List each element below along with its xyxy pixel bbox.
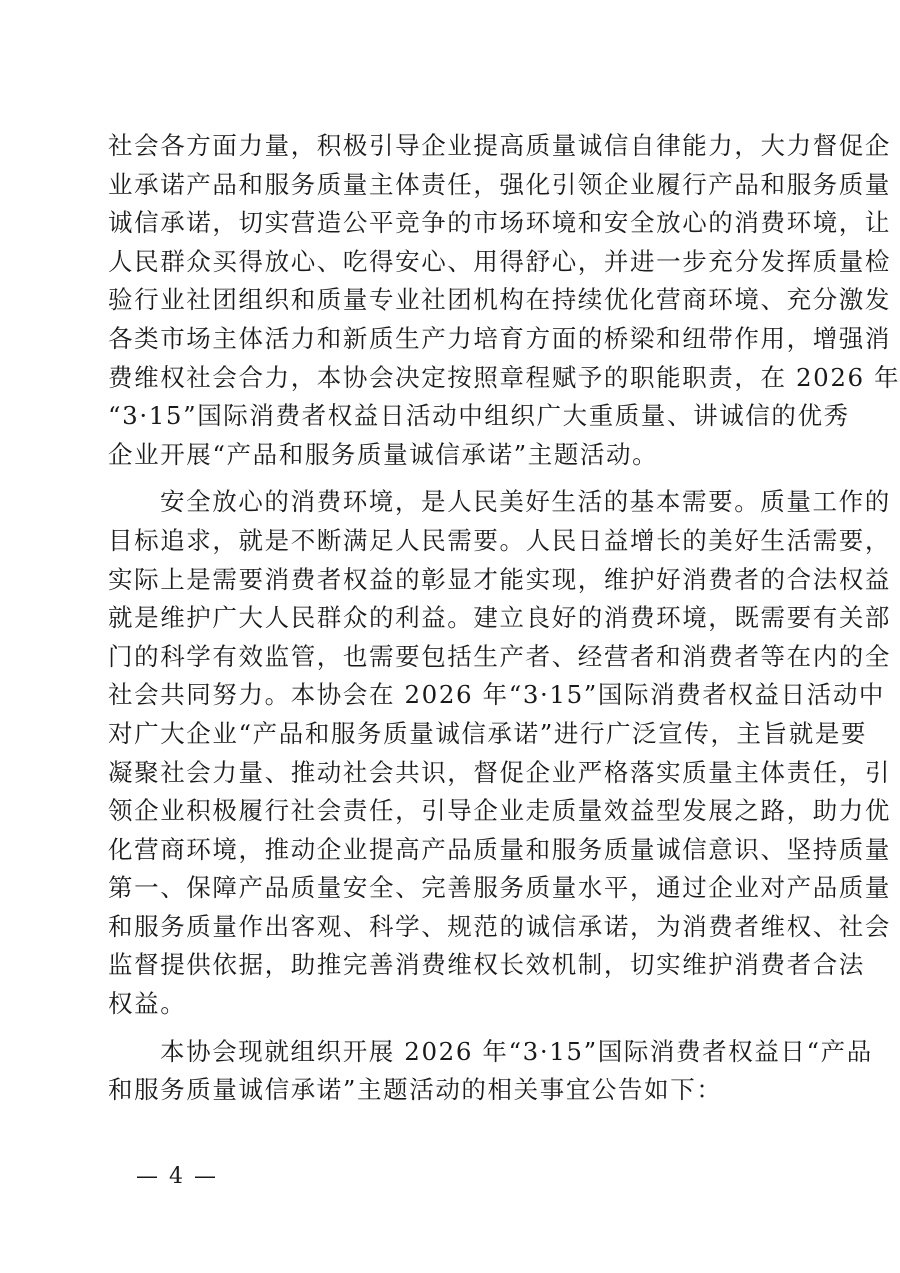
- text-line: 诚信承诺，切实营造公平竞争的市场环境和安全放心的消费环境，让: [108, 208, 891, 238]
- text-line: 目标追求，就是不断满足人民需要。人民日益增长的美好生活需要，: [108, 525, 891, 555]
- text-line: 和服务质量诚信承诺”主题活动的相关事宜公告如下：: [108, 1075, 723, 1105]
- paragraph-1: [108, 127, 900, 474]
- text-line: 业承诺产品和服务质量主体责任，强化引领企业履行产品和服务质量: [108, 169, 891, 199]
- text-line: 验行业社团组织和质量专业社团机构在持续优化营商环境、充分激发: [108, 285, 891, 315]
- text-line: 本协会现就组织开展 2026 年“3·15”国际消费者权益日“产品: [160, 1036, 873, 1066]
- text-line: 人民群众买得放心、吃得安心、用得舒心，并进一步充分发挥质量检: [108, 246, 891, 276]
- paragraph-spacer: [108, 474, 792, 483]
- text-line: 和服务质量作出客观、科学、规范的诚信承诺，为消费者维权、社会: [108, 911, 891, 941]
- text-line: 对广大企业“产品和服务质量诚信承诺”进行广泛宣传，主旨就是要: [108, 718, 868, 748]
- text-line: 就是维护广大人民群众的利益。建立良好的消费环境，既需要有关部: [108, 603, 891, 633]
- text-line: 各类市场主体活力和新质生产力培育方面的桥梁和纽带作用，增强消: [108, 323, 891, 353]
- text-line: 门的科学有效监管，也需要包括生产者、经营者和消费者等在内的全: [108, 641, 891, 671]
- text-line: 安全放心的消费环境，是人民美好生活的基本需要。质量工作的: [160, 487, 891, 517]
- text-line: “3·15”国际消费者权益日活动中组织广大重质量、讲诚信的优秀: [108, 401, 850, 431]
- paragraph-3: [108, 1033, 873, 1110]
- text-line: 化营商环境，推动企业提高产品质量和服务质量诚信意识、坚持质量: [108, 834, 891, 864]
- text-line: 费维权社会合力，本协会决定按照章程赋予的职能职责，在 2026 年: [108, 362, 900, 392]
- paragraph-2: [108, 483, 891, 1023]
- text-line: 领企业积极履行社会责任，引导企业走质量效益型发展之路，助力优: [108, 796, 891, 826]
- text-line: 权益。: [108, 989, 187, 1019]
- text-line: 社会共同努力。本协会在 2026 年“3·15”国际消费者权益日活动中: [108, 680, 886, 710]
- document-body: [108, 127, 900, 1110]
- text-line: 凝聚社会力量、推动社会共识，督促企业严格落实质量主体责任，引: [108, 757, 891, 787]
- paragraph-spacer: [108, 1024, 792, 1033]
- text-line: 第一、保障产品质量安全、完善服务质量水平，通过企业对产品质量: [108, 873, 891, 903]
- text-line: 监督提供依据，助推完善消费维权长效机制，切实维护消费者合法: [108, 950, 865, 980]
- text-line: 实际上是需要消费者权益的彰显才能实现，维护好消费者的合法权益: [108, 564, 891, 594]
- page-number: — 4 —: [136, 1164, 218, 1189]
- text-line: 企业开展“产品和服务质量诚信承诺”主题活动。: [108, 439, 659, 469]
- text-line: 社会各方面力量，积极引导企业提高质量诚信自律能力，大力督促企: [108, 131, 891, 160]
